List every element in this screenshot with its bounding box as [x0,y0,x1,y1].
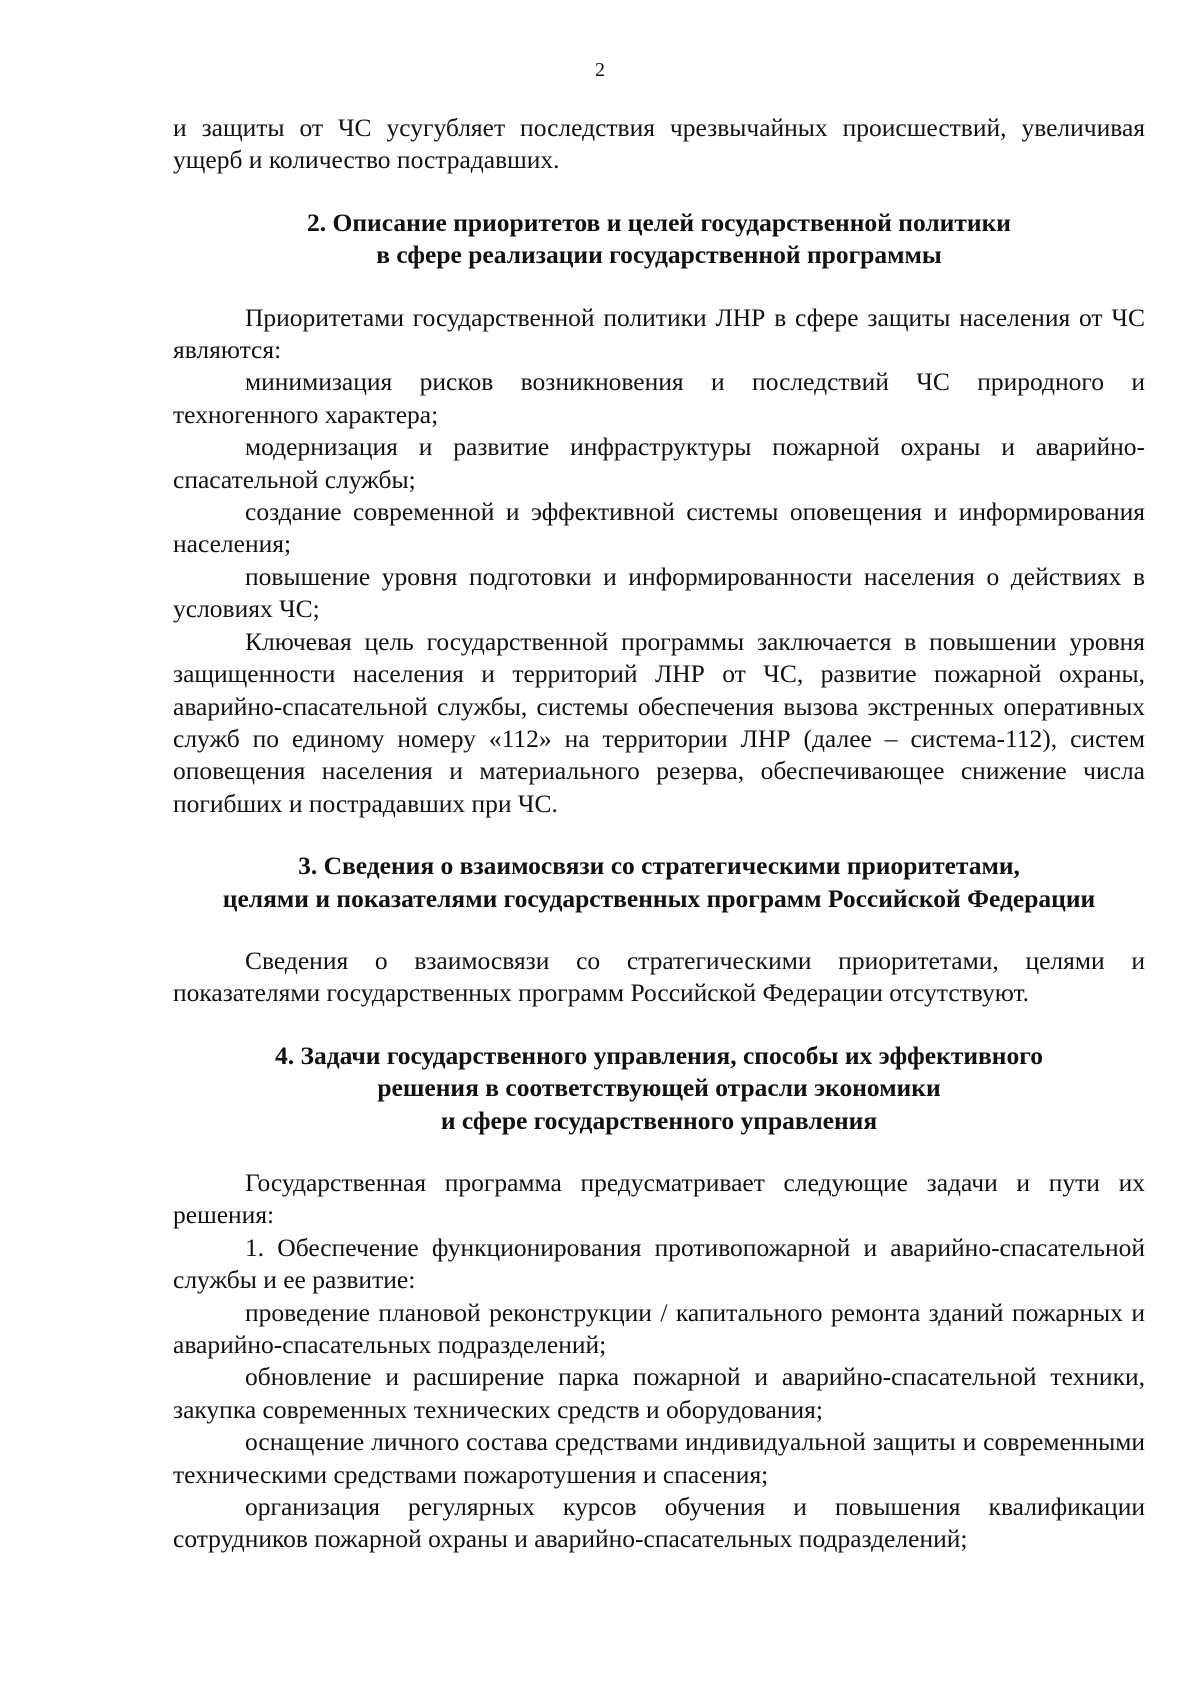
section-2-paragraph: Приоритетами государственной политики ЛНР в сфере защиты населения от ЧС являются: [173,302,1145,365]
section-2-heading-line-2: в сфере реализации государственной программы [376,240,942,270]
section-2-paragraph: повышение уровня подготовки и информированности населения о действиях в условиях ЧС; [173,561,1145,624]
section-4-paragraph: обновление и расширение парка пожарной и аварийно-спасательной техники, закупка современных технических средств и оборудования; [173,1362,1145,1424]
section-4-heading [173,1040,1145,1137]
section-4-heading-line-3: и сфере государственного управления [440,1105,878,1135]
section-4-paragraph: оснащение личного состава средствами индивидуальной защиты и современными техническими средствами пожаротушения и спасения; [173,1427,1145,1489]
section-4-body [173,1167,1145,1556]
section-4-heading-line-1: 4. Задачи государственного управления, способы их эффективного [275,1040,1043,1070]
section-2-paragraph: Ключевая цель государственной программы заключается в повышении уровня защищенности населения и территорий ЛНР от ЧС, развитие пожарной охраны, аварийно-спасательной службы, системы обеспечения вызова экстренных оперативных служб по единому номеру «112» на территории ЛНР (далее – система-112), систем оповещения населения и материального резерва, обеспечивающее снижение числа погибших и пострадавших при ЧС. [173,626,1145,818]
section-4-paragraph: 1. Обеспечение функционирования противопожарной и аварийно-спасательной службы и ее развитие: [173,1232,1145,1295]
section-4-paragraph: Государственная программа предусматривает следующие задачи и пути их решения: [173,1167,1145,1230]
section-3-heading-line-2: целями и показателями государственных программ Российской Федерации [222,883,1096,913]
section-2-body [173,302,1145,821]
section-2-heading-line-1: 2. Описание приоритетов и целей государственной политики [307,207,1011,237]
section-2-heading [173,207,1145,272]
page-number: 2 [595,59,605,81]
section-3-heading [173,850,1145,915]
section-3-heading-line-1: 3. Сведения о взаимосвязи со стратегическими приоритетами, [298,851,1020,881]
section-2-paragraph: модернизация и развитие инфраструктуры пожарной охраны и аварийно-спасательной службы; [173,432,1145,494]
section-4-paragraph: проведение плановой реконструкции / капитального ремонта зданий пожарных и аварийно-спасательных подразделений; [173,1297,1145,1359]
section-3-paragraph: Сведения о взаимосвязи со стратегическими приоритетами, целями и показателями государственных программ Российской Федерации отсутствуют. [173,945,1145,1008]
document-body [173,112,1145,1556]
section-2-paragraph: минимизация рисков возникновения и последствий ЧС природного и техногенного характера; [173,367,1145,429]
section-3-body [173,945,1145,1010]
intro-paragraph: и защиты от ЧС усугубляет последствия чрезвычайных происшествий, увеличивая ущерб и количество пострадавших. [173,113,1145,175]
section-2-paragraph: создание современной и эффективной системы оповещения и информирования населения; [173,497,1145,559]
section-4-heading-line-2: решения в соответствующей отрасли экономики [377,1073,941,1103]
section-4-paragraph: организация регулярных курсов обучения и повышения квалификации сотрудников пожарной охраны и аварийно-спасательных подразделений; [173,1492,1145,1554]
